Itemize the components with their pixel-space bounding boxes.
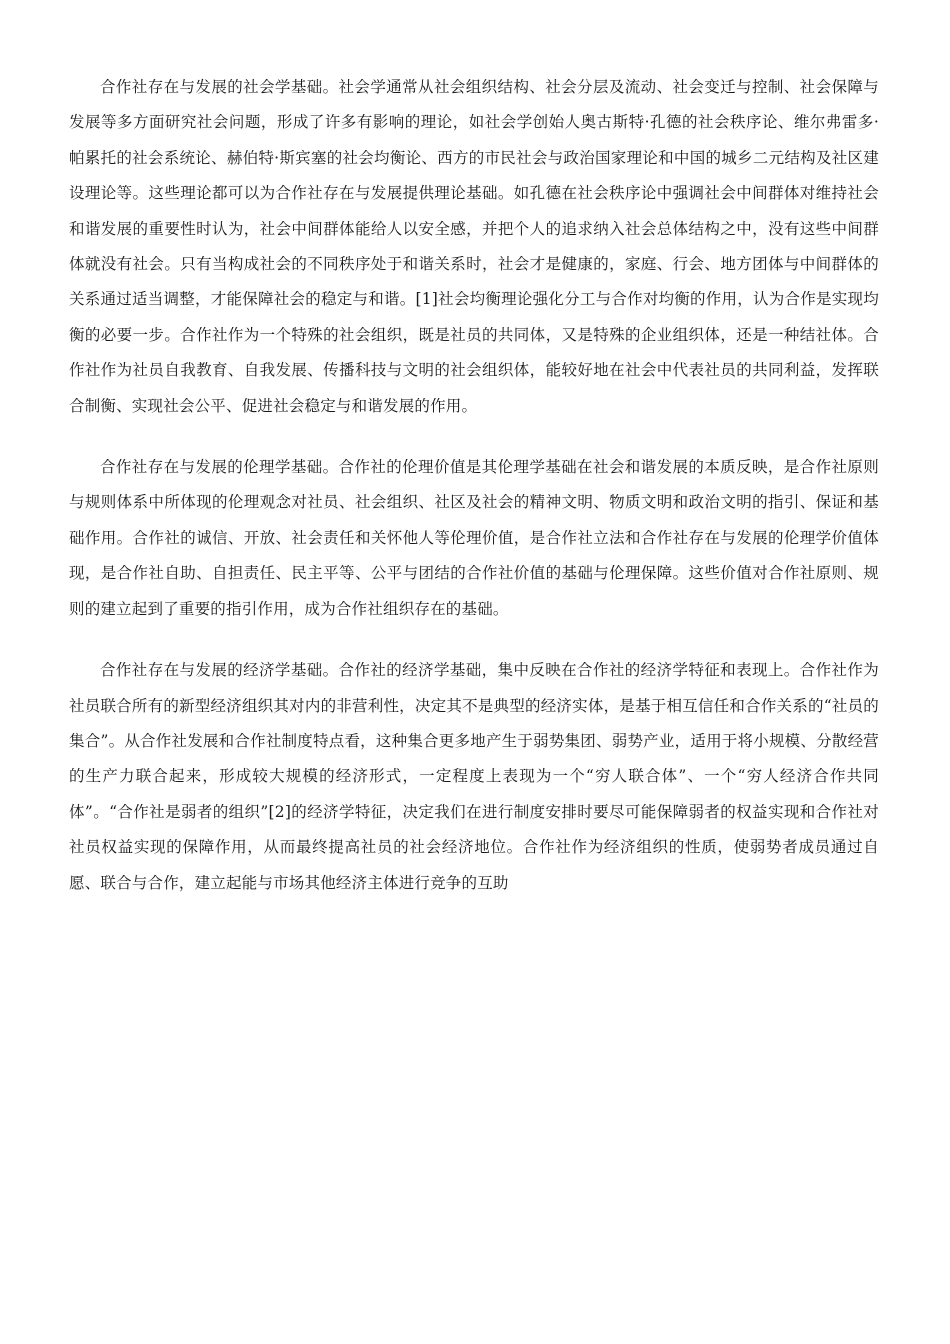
paragraph-sociology: 合作社存在与发展的社会学基础。社会学通常从社会组织结构、社会分层及流动、社会变迁与控制、社会保障与发展等多方面研究社会问题，形成了许多有影响的理论，如社会学创始人奥古斯特·孔德的社会秩序论、维尔弗雷多·帕累托的社会系统论、赫伯特·斯宾塞的社会均衡论、西方的市民社会与政治国家理论和中国的城乡二元结构及社区建设理论等。这些理论都可以为合作社存在与发展提供理论基础。如孔德在社会秩序论中强调社会中间群体对维持社会和谐发展的重要性时认为，社会中间群体能给人以安全感，并把个人的追求纳入社会总体结构之中，没有这些中间群体就没有社会。只有当构成社会的不同秩序处于和谐关系时，社会才是健康的，家庭、行会、地方团体与中间群体的关系通过适当调整，才能保障社会的稳定与和谐。[1]社会均衡理论强化分工与合作对均衡的作用，认为合作是实现均衡的必要一步。合作社作为一个特殊的社会组织，既是社员的共同体，又是特殊的企业组织体，还是一种结社体。合作社作为社员自我教育、自我发展、传播科技与文明的社会组织体，能较好地在社会中代表社员的共同利益，发挥联合制衡、实现社会公平、促进社会稳定与和谐发展的作用。	[69, 78, 879, 415]
document-body	[69, 70, 879, 927]
paragraph-ethics: 合作社存在与发展的伦理学基础。合作社的伦理价值是其伦理学基础在社会和谐发展的本质反映，是合作社原则与规则体系中所体现的伦理观念对社员、社会组织、社区及社会的精神文明、物质文明和政治文明的指引、保证和基础作用。合作社的诚信、开放、社会责任和关怀他人等伦理价值，是合作社立法和合作社存在与发展的伦理学价值体现，是合作社自助、自担责任、民主平等、公平与团结的合作社价值的基础与伦理保障。这些价值对合作社原则、规则的建立起到了重要的指引作用，成为合作社组织存在的基础。	[69, 458, 879, 618]
paragraph-economics: 合作社存在与发展的经济学基础。合作社的经济学基础，集中反映在合作社的经济学特征和表现上。合作社作为社员联合所有的新型经济组织其对内的非营利性，决定其不是典型的经济实体，是基于相互信任和合作关系的“社员的集合”。从合作社发展和合作社制度特点看，这种集合更多地产生于弱势集团、弱势产业，适用于将小规模、分散经营的生产力联合起来，形成较大规模的经济形式，一定程度上表现为一个“穷人联合体”、一个“穷人经济合作共同体”。“合作社是弱者的组织”[2]的经济学特征，决定我们在进行制度安排时要尽可能保障弱者的权益实现和合作社对社员权益实现的保障作用，从而最终提高社员的社会经济地位。合作社作为经济组织的性质，使弱势者成员通过自愿、联合与合作，建立起能与市场其他经济主体进行竞争的互助	[69, 661, 879, 892]
